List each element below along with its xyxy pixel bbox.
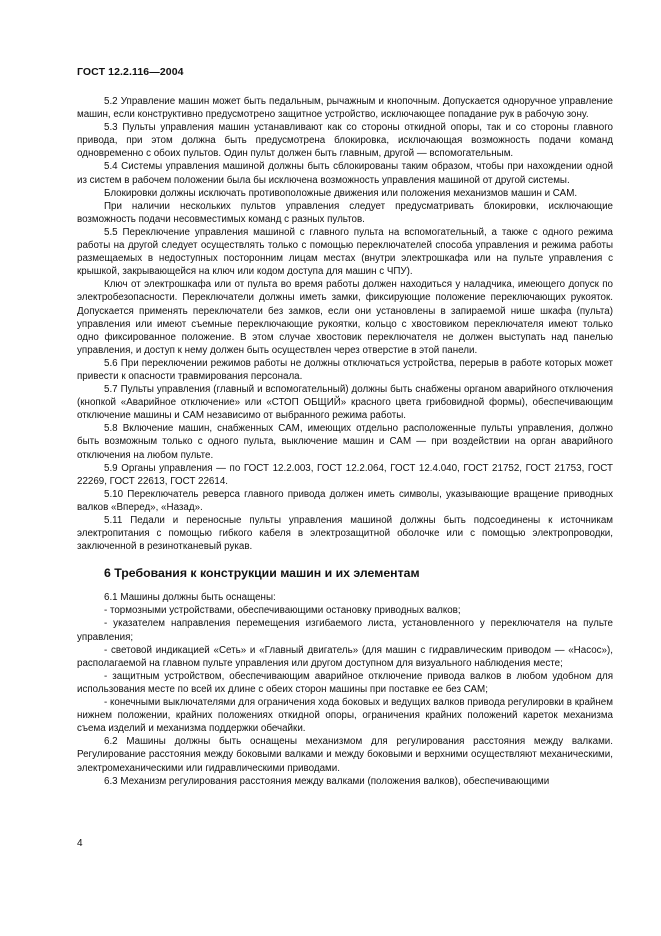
- paragraph-6-1: 6.1 Машины должны быть оснащены:: [104, 592, 276, 604]
- section-6-title: 6 Требования к конструкции машин и их элементам: [104, 566, 420, 581]
- paragraph-6-2: 6.2 Машины должны быть оснащены механизмом для регулирования расстояния между валками. Регулирование расстояния между боковыми валками и между боковыми и верхними осуществляют механическими, электромеханическими или гидравлическими приводами.: [77, 736, 613, 774]
- paragraph-5-4: 5.4 Системы управления машиной должны быть сблокированы таким образом, чтобы при нахождении одной из систем в рабочем положении была бы исключена возможность управления машиной от другой системы.: [77, 161, 613, 186]
- list-item-light-indication: - световой индикацией «Сеть» и «Главный двигатель» (для машин с гидравлическим приводом — «Насос»), располагаемой на главном пульте управления или другом доступном для визуального наблюдения месте;: [77, 644, 613, 669]
- document-header: ГОСТ 12.2.116—2004: [77, 66, 184, 78]
- paragraph-5-3: 5.3 Пульты управления машин устанавливают как со стороны откидной опоры, так и со стороны главного привода, при этом должна быть предусмотрена блокировка, исключающая возможность подачи команд одновременно с обоих пультов. Один пульт должен быть главным, другой — вспомогательным.: [77, 122, 613, 160]
- paragraph-5-5: 5.5 Переключение управления машиной с главного пульта на вспомогательный, а также с одного режима работы на другой следует осуществлять только с помощью переключателей способа управления и режима работы размещаемых в недоступных посторонним лицам местах (внутри электрошкафа или на пульте управления с крышкой, закрывающейся на ключ или кодом доступа для машин с ЧПУ).: [77, 226, 613, 278]
- paragraph-5-10: 5.10 Переключатель реверса главного привода должен иметь символы, указывающие вращение приводных валков «Вперед», «Назад».: [77, 488, 613, 513]
- paragraph-5-5-key: Ключ от электрошкафа или от пульта во время работы должен находиться у наладчика, имеющего допуск по электробезопасности. Переключатели должны иметь замки, фиксирующие положение переключающих рукояток. Допускается применять переключатели без замков, если они установлены в запираемой нише шкафа (пульта) управления или имеют съемные переключающие рукоятки, кольцо с хвостовиком переключателя имеют только одно фиксированное положение. В этом случае хвостовик переключателя не должен выступать над панелью управления, и доступ к нему должен быть осуществлен через отверстие в этой панели.: [77, 279, 613, 356]
- paragraph-5-4-multiple-panels: При наличии нескольких пультов управления следует предусматривать блокировки, исключающие возможность подачи несовместимых команд с разных пультов.: [77, 200, 613, 225]
- list-item-direction-indicator: - указателем направления перемещения изгибаемого листа, установленного у переключателя на пульте управления;: [77, 618, 613, 643]
- paragraph-5-4-blocking: Блокировки должны исключать противоположные движения или положения механизмов машин и САМ.: [104, 187, 578, 199]
- list-item-brakes: - тормозными устройствами, обеспечивающими остановку приводных валков;: [104, 605, 461, 617]
- list-item-protective-device: - защитным устройством, обеспечивающим аварийное отключение привода валков в любом удобном для использования месте по всей их длине с обеих сторон машины при поставке ее без САМ;: [77, 670, 613, 695]
- paragraph-5-2: 5.2 Управление машин может быть педальным, рычажным и кнопочным. Допускается одноручное управление машин, если конструктивно предусмотрено защитное устройство, исключающее попадание рук в рабочую зону.: [77, 96, 613, 121]
- page-number: 4: [77, 838, 83, 849]
- paragraph-5-9: 5.9 Органы управления — по ГОСТ 12.2.003, ГОСТ 12.2.064, ГОСТ 12.4.040, ГОСТ 21752, ГОСТ 21753, ГОСТ 22269, ГОСТ 22613, ГОСТ 22614.: [77, 462, 613, 487]
- list-item-limit-switches: - конечными выключателями для ограничения хода боковых и ведущих валков привода регулировки в крайнем нижнем положении, крайних положениях откидной опоры, ограничения крайних положений кареток механизма съема изделий и механизма поддержки обечайки.: [77, 697, 613, 735]
- paragraph-6-3: 6.3 Механизм регулирования расстояния между валками (положения валков), обеспечивающими: [104, 775, 550, 787]
- page-content: [77, 95, 613, 788]
- paragraph-5-6: 5.6 При переключении режимов работы не должны отключаться устройства, перерыв в работе которых может привести к опасности травмирования персонала.: [77, 357, 613, 382]
- paragraph-5-11: 5.11 Педали и переносные пульты управления машиной должны быть подсоединены к источникам электропитания с помощью гибкого кабеля в электрозащитной оболочке или с помощью электропроводки, заключенной в резинотканевый рукав.: [77, 515, 613, 553]
- paragraph-5-8: 5.8 Включение машин, снабженных САМ, имеющих отдельно расположенные пульты управления, должно быть возможным только с одного пульта, выключение машин и САМ — при воздействии на орган аварийного отключения на любом пульте.: [77, 423, 613, 461]
- paragraph-5-7: 5.7 Пульты управления (главный и вспомогательный) должны быть снабжены органом аварийного отключения (кнопкой «Аварийное отключение» или «СТОП ОБЩИЙ» красного цвета грибовидной формы), обеспечивающим отключение машины и САМ независимо от выбранного режима работы.: [77, 384, 613, 422]
